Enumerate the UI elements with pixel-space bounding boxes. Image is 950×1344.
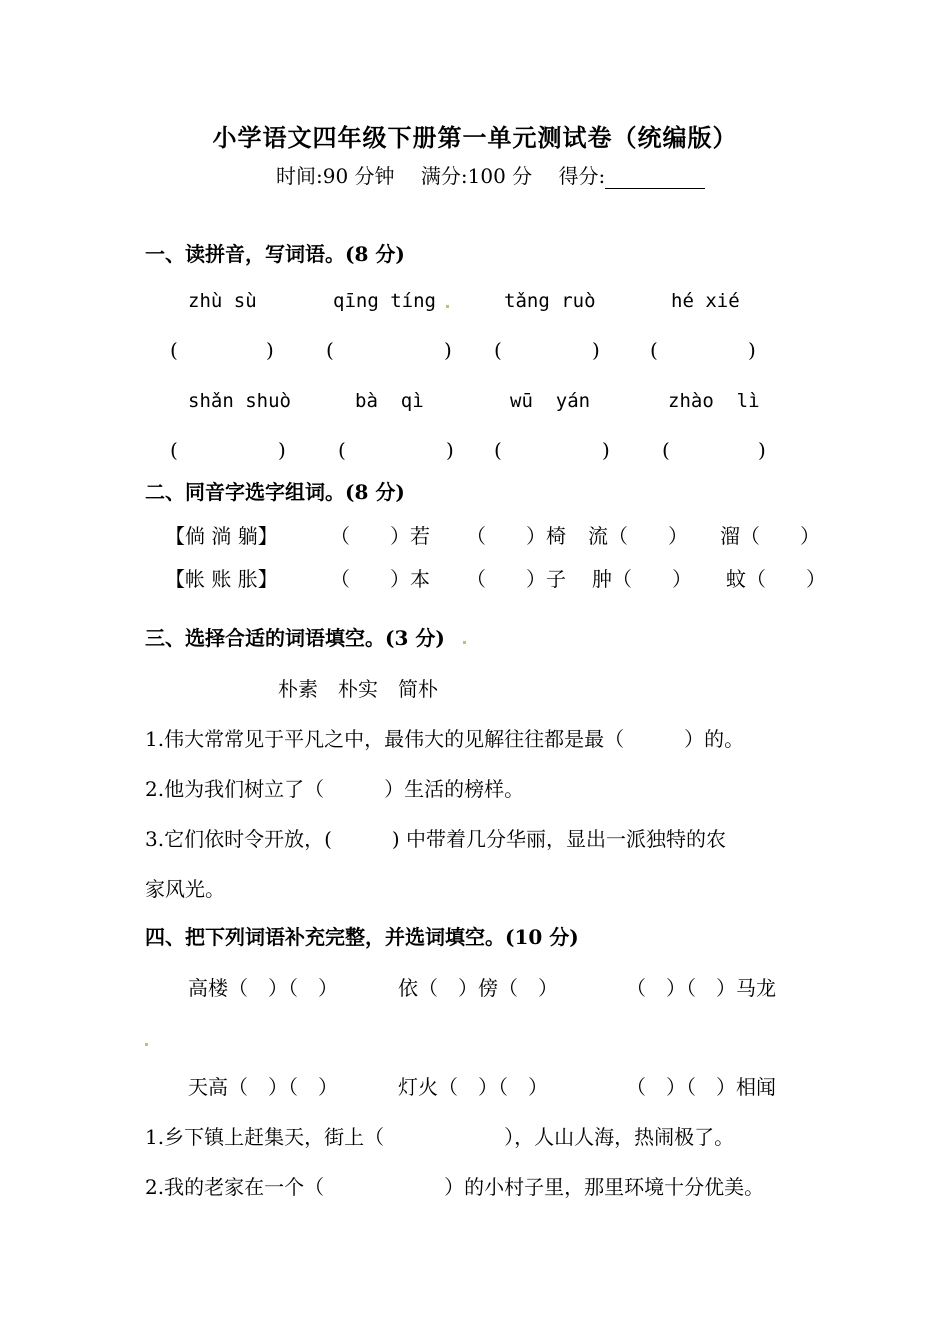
pinyin-2: qīng tíng xyxy=(333,290,436,312)
pinyin-3: tǎng ruò xyxy=(504,290,596,312)
answer-bracket-right: ) xyxy=(446,438,454,462)
answer-bracket-left: ( xyxy=(338,438,346,462)
answer-bracket-right: ) xyxy=(592,338,600,362)
question-3-continued: 家风光。 xyxy=(145,877,225,901)
question-3: 3.它们依时令开放，( ) 中带着几分华丽，显出一派独特的农 xyxy=(145,827,727,851)
char-group: 【帐 账 胀】 xyxy=(165,567,278,591)
score-blank xyxy=(605,168,705,189)
answer-bracket-right: ) xyxy=(758,438,766,462)
full-score: 满分:100 分 xyxy=(420,164,533,188)
pinyin-1: zhù sù xyxy=(188,290,257,312)
fill-question-1: 1.乡下镇上赶集天，街上（ ），人山人海，热闹极了。 xyxy=(145,1125,735,1149)
answer-bracket-right: ) xyxy=(748,338,756,362)
fill-item: 流（ ） xyxy=(588,524,688,548)
fill-question-2: 2.我的老家在一个（ ）的小村子里，那里环境十分优美。 xyxy=(145,1175,765,1199)
fill-item: （ ）本 xyxy=(330,567,430,591)
pinyin-5: shǎn shuò xyxy=(188,390,291,412)
answer-bracket-left: ( xyxy=(494,338,502,362)
answer-bracket-right: ) xyxy=(278,438,286,462)
score-label: 得分: xyxy=(558,164,606,188)
section-3-heading: 三、选择合适的词语填空。(3 分) xyxy=(145,626,445,650)
answer-bracket-left: ( xyxy=(650,338,658,362)
section-2-heading: 二、同音字选字组词。(8 分) xyxy=(145,480,405,504)
word-choices: 朴素 朴实 简朴 xyxy=(278,677,438,701)
idiom-item: （ ）（ ）相闻 xyxy=(626,1075,776,1099)
pinyin-7: wū yán xyxy=(510,390,591,412)
answer-bracket-left: ( xyxy=(326,338,334,362)
answer-bracket-left: ( xyxy=(662,438,670,462)
pinyin-4: hé xié xyxy=(671,290,740,312)
char-group: 【倘 淌 躺】 xyxy=(165,524,278,548)
pinyin-6: bà qì xyxy=(355,390,424,412)
page-title: 小学语文四年级下册第一单元测试卷（统编版） xyxy=(212,123,738,152)
idiom-item: （ ）（ ）马龙 xyxy=(626,976,776,1000)
stray-mark xyxy=(446,305,449,308)
question-2: 2.他为我们树立了（ ）生活的榜样。 xyxy=(145,777,525,801)
section-4-heading: 四、把下列词语补充完整，并选词填空。(10 分) xyxy=(145,925,579,949)
section-1-heading: 一、读拼音，写词语。(8 分) xyxy=(145,242,405,266)
question-1: 1.伟大常常见于平凡之中，最伟大的见解往往都是最（ ）的。 xyxy=(145,727,745,751)
answer-bracket-right: ) xyxy=(444,338,452,362)
pinyin-8: zhào lì xyxy=(668,390,760,412)
fill-item: 蚊（ ） xyxy=(726,567,826,591)
fill-item: 溜（ ） xyxy=(720,524,820,548)
answer-bracket-left: ( xyxy=(494,438,502,462)
fill-item: （ ）若 xyxy=(330,524,430,548)
fill-item: 肿（ ） xyxy=(592,567,692,591)
idiom-item: 高楼（ ）（ ） xyxy=(188,976,338,1000)
answer-bracket-right: ) xyxy=(602,438,610,462)
time-limit: 时间:90 分钟 xyxy=(276,164,395,188)
idiom-item: 依（ ）傍（ ） xyxy=(398,976,558,1000)
stray-mark xyxy=(145,1043,148,1046)
fill-item: （ ）椅 xyxy=(466,524,566,548)
answer-bracket-left: ( xyxy=(170,438,178,462)
stray-mark xyxy=(463,641,466,644)
idiom-item: 灯火（ ）（ ） xyxy=(398,1075,548,1099)
exam-info xyxy=(276,160,705,189)
idiom-item: 天高（ ）（ ） xyxy=(188,1075,338,1099)
answer-bracket-right: ) xyxy=(266,338,274,362)
answer-bracket-left: ( xyxy=(170,338,178,362)
fill-item: （ ）子 xyxy=(466,567,566,591)
